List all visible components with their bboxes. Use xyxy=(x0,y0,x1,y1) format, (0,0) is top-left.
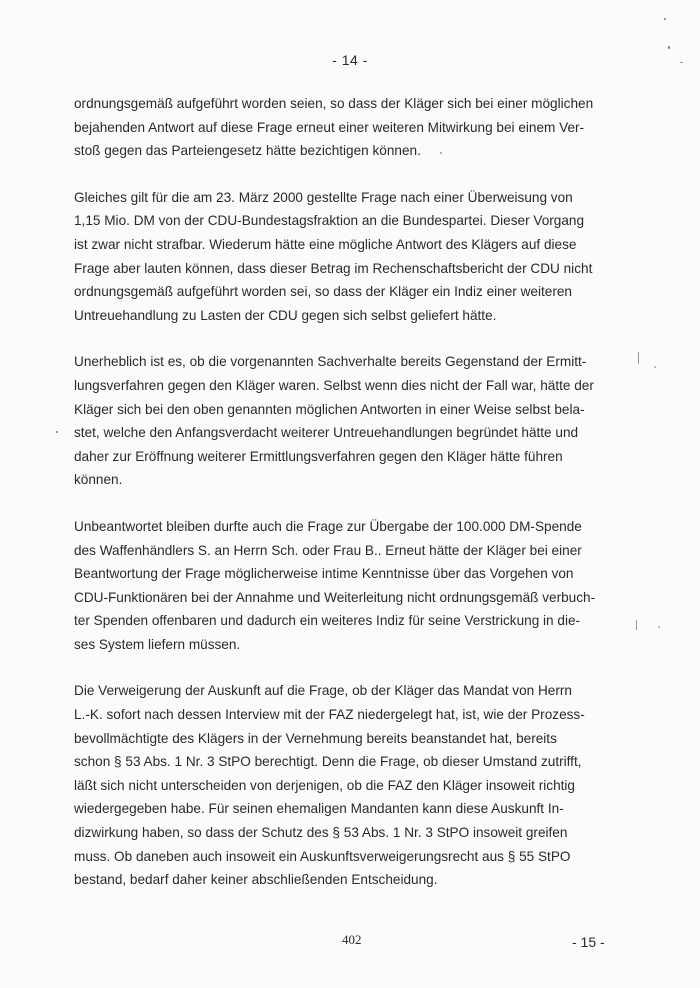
paragraph-4 xyxy=(74,515,610,657)
paragraph-3 xyxy=(74,350,610,492)
text-line: daher zur Eröffnung weiterer Ermittlungsverfahren gegen den Kläger hätte führen xyxy=(74,448,563,464)
text-line: 1,15 Mio. DM von der CDU-Bundestagsfraktion an die Bundespartei. Dieser Vorgang xyxy=(74,213,585,229)
text-line: schon § 53 Abs. 1 Nr. 3 StPO berechtigt. Denn die Frage, ob dieser Umstand zutrifft, xyxy=(74,754,582,770)
document-body xyxy=(74,92,610,915)
text-line: lungsverfahren gegen den Kläger waren. Selbst wenn dies nicht der Fall war, hätte der xyxy=(74,377,594,393)
text-line: Die Verweigerung der Auskunft auf die Frage, ob der Kläger das Mandat von Herrn xyxy=(74,683,572,699)
text-line: CDU-Funktionären bei der Annahme und Weiterleitung nicht ordnungsgemäß verbuch- xyxy=(74,589,596,605)
scan-speck xyxy=(638,352,639,364)
text-line: dizwirkung haben, so dass der Schutz des § 53 Abs. 1 Nr. 3 StPO insoweit greifen xyxy=(74,825,568,841)
text-line: Frage aber lauten können, dass dieser Betrag im Rechenschaftsbericht der CDU nicht xyxy=(74,260,593,276)
text-line: Unerheblich ist es, ob die vorgenannten Sachverhalte bereits Gegenstand der Ermitt- xyxy=(74,354,587,370)
text-line: ordnungsgemäß aufgeführt worden sei, so dass der Kläger ein Indiz einer weiteren xyxy=(74,284,572,300)
text-line: bevollmächtigte des Klägers in der Vernehmung bereits beanstandet hat, bereits xyxy=(74,730,557,746)
text-line: Kläger sich bei den oben genannten möglichen Antworten in einer Weise selbst bela- xyxy=(74,401,585,417)
next-page-marker: - 15 - xyxy=(572,934,605,950)
text-line: ses System liefern müssen. xyxy=(74,636,241,652)
scan-speck xyxy=(658,626,660,628)
text-line: Beantwortung der Frage möglicherweise intime Kenntnisse über das Vorgehen von xyxy=(74,566,574,582)
text-line: wiedergegeben habe. Für seinen ehemaligen Mandanten kann diese Auskunft In- xyxy=(74,801,564,817)
scan-speck xyxy=(636,620,637,630)
text-line: ist zwar nicht strafbar. Wiederum hätte eine mögliche Antwort des Klägers auf diese xyxy=(74,236,577,252)
scan-speck xyxy=(654,366,656,368)
text-line: bejahenden Antwort auf diese Frage erneut einer weiteren Mitwirkung bei einem Ver- xyxy=(74,119,585,135)
scan-speck xyxy=(668,46,670,49)
paragraph-1 xyxy=(74,92,610,163)
footer-page-number: 402 xyxy=(342,932,362,947)
text-line: L.-K. sofort nach dessen Interview mit der FAZ niedergelegt hat, ist, wie der Prozess- xyxy=(74,707,585,723)
paragraph-2 xyxy=(74,186,610,328)
text-line: bestand, bedarf daher keiner abschließenden Entscheidung. xyxy=(74,872,438,888)
text-line: Untreuehandlung zu Lasten der CDU gegen sich selbst geliefert hätte. xyxy=(74,307,497,323)
paragraph-5 xyxy=(74,679,610,891)
text-line: stet, welche den Anfangsverdacht weiterer Untreuehandlungen begründet hätte und xyxy=(74,425,579,441)
text-line: ordnungsgemäß aufgeführt worden seien, so dass der Kläger sich bei einer möglichen xyxy=(74,96,594,111)
text-line: des Waffenhändlers S. an Herrn Sch. oder Frau B.. Erneut hätte der Kläger bei einer xyxy=(74,542,582,558)
text-line: Unbeantwortet bleiben durfte auch die Frage zur Übergabe der 100.000 DM-Spende xyxy=(74,518,582,534)
text-line: können. xyxy=(74,472,123,488)
text-line: muss. Ob daneben auch insoweit ein Auskunftsverweigerungsrecht aus § 55 StPO xyxy=(74,848,571,864)
scan-speck xyxy=(56,431,58,433)
page-number-top: - 14 - xyxy=(332,52,368,68)
scan-speck xyxy=(664,18,666,20)
text-line: läßt sich nicht unterscheiden von derjenigen, ob die FAZ den Kläger insoweit richtig xyxy=(74,777,575,793)
scan-speck xyxy=(440,152,442,154)
text-line: stoß gegen das Parteiengesetz hätte bezichtigen können. xyxy=(74,143,421,159)
scan-speck xyxy=(680,62,683,63)
text-line: Gleiches gilt für die am 23. März 2000 gestellte Frage nach einer Überweisung von xyxy=(74,189,573,205)
text-line: ter Spenden offenbaren und dadurch ein weiteres Indiz für seine Verstrickung in die- xyxy=(74,613,581,629)
